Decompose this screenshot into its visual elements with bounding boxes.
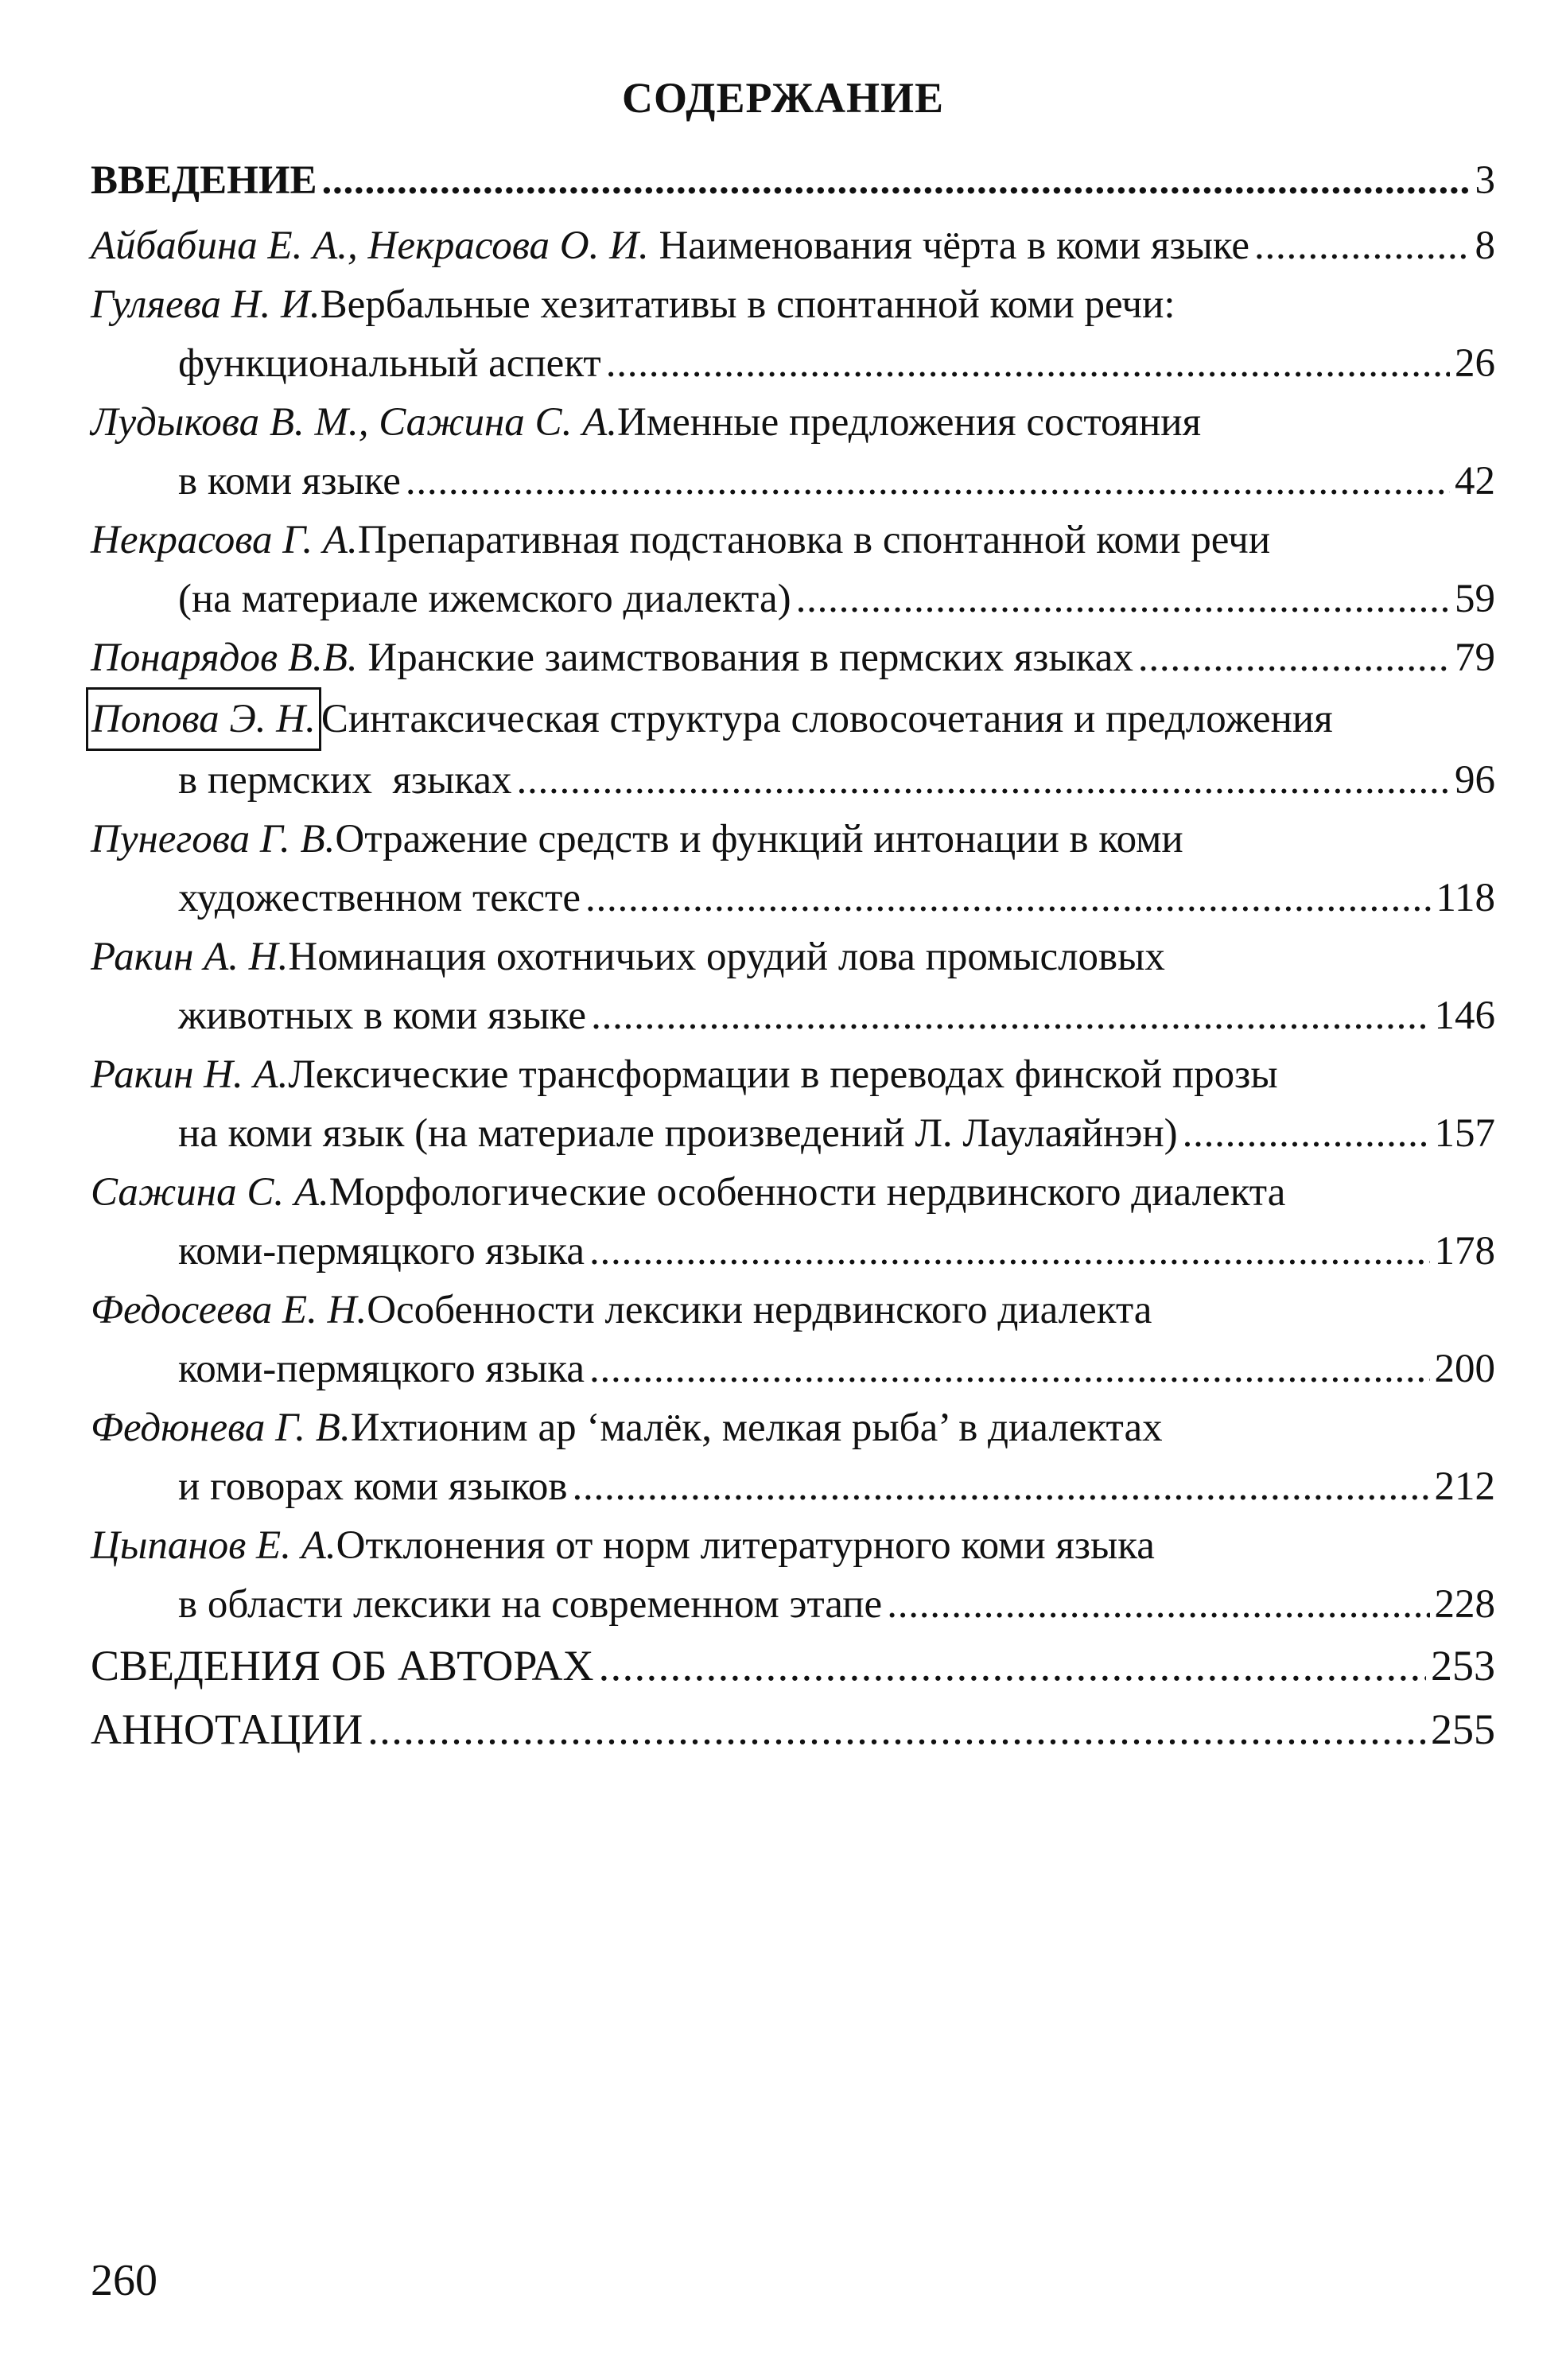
entry-title: Вербальные хезитативы в спонтанной коми речи: [320,282,1175,327]
entry-title: Отклонения от норм литературного коми языка [336,1523,1155,1568]
entry-page: 157 [1434,1111,1495,1156]
leader-dots [606,334,1450,393]
entry-page: 228 [1434,1582,1495,1627]
leader-dots [1138,628,1450,687]
table-of-contents [91,151,1495,1761]
entry-title: Особенности лексики нердвинского диалекта [367,1288,1152,1332]
entry-title-continued: животных в коми языке [178,994,587,1038]
page-title: СОДЕРЖАНИЕ [622,74,944,122]
leader-dots [887,1575,1429,1634]
entry-title: Морфологические особенности нердвинского диалекта [328,1170,1286,1215]
entry-author: Ракин Н. А. [91,1052,289,1097]
entry-title: Отражение средств и функций интонации в коми [335,817,1183,861]
leader-dots [322,151,1471,210]
entry-title-continued: в области лексики на современном этапе [178,1582,883,1627]
entry-page: 79 [1455,636,1495,680]
leader-dots [589,1340,1429,1398]
leader-dots [1254,216,1470,275]
entry-title: Номинация охотничьих орудий лова промысловых [288,935,1165,979]
leader-dots [589,1222,1429,1281]
leader-dots [406,452,1450,511]
toc-intro-label: ВВЕДЕНИЕ [91,158,317,203]
entry-title-continued: коми-пермяцкого языка [178,1229,585,1274]
leader-dots [585,869,1431,928]
toc-entry [91,928,1495,1045]
entry-author: Сажина С. А. [91,1170,329,1215]
leader-dots [516,751,1450,810]
entry-author: Некрасова Г. А. [91,518,358,562]
toc-entry [91,511,1495,628]
entry-page: 96 [1455,758,1495,803]
entry-page: 212 [1434,1464,1495,1509]
annotations-label: АННОТАЦИИ [91,1705,363,1753]
entry-title: Препаративная подстановка в спонтанной коми речи [357,518,1271,562]
toc-entry [91,393,1495,511]
entry-title: Ихтионим ар ‘малёк, мелкая рыба’ в диалектах [350,1406,1163,1450]
toc-intro-page: 3 [1475,158,1495,203]
toc-entry [91,810,1495,928]
leader-dots [599,1634,1426,1698]
entry-page: 118 [1436,876,1495,920]
entry-title-continued: в пермских языках [178,758,512,803]
entry-page: 8 [1475,224,1495,268]
toc-entry [91,687,1495,810]
entry-title: Иранские заимствования в пермских языках [357,636,1133,680]
entry-title-continued: на коми язык (на материале произведений Л. Лаулаяйнэн) [178,1111,1178,1156]
toc-intro [91,151,1495,210]
toc-entry [91,628,1495,687]
entry-author: Цыпанов Е. А. [91,1523,336,1568]
toc-annotations [91,1698,1495,1761]
entry-title-continued: коми-пермяцкого языка [178,1347,585,1391]
entry-page: 200 [1434,1347,1495,1391]
entry-title: Лексические трансформации в переводах финской прозы [288,1052,1278,1097]
entry-page: 42 [1455,459,1495,504]
authors-section-page: 253 [1431,1642,1495,1690]
entry-title-continued: в коми языке [178,459,401,504]
entry-title-continued: (на материале ижемского диалекта) [178,577,791,621]
toc-entry [91,216,1495,275]
authors-section-label: СВЕДЕНИЯ ОБ АВТОРАХ [91,1642,594,1690]
toc-authors-section [91,1634,1495,1698]
entry-title: Именные предложения состояния [616,400,1202,445]
toc-entry [91,1516,1495,1634]
entry-author: Айбабина Е. А., Некрасова О. И. [91,224,649,268]
entry-title-continued: художественном тексте [178,876,581,920]
leader-dots [591,986,1429,1045]
entry-author: Понарядов В.В. [91,636,358,680]
toc-entry [91,1045,1495,1163]
entry-title: Наименования чёрта в коми языке [648,224,1250,268]
entry-author: Пунегова Г. В. [91,817,336,861]
entry-author: Лудыкова В. М., Сажина С. А. [91,400,617,445]
toc-entry [91,1163,1495,1281]
entry-author: Ракин А. Н. [91,935,289,979]
leader-dots [367,1698,1426,1761]
toc-entry [91,1281,1495,1398]
entry-title-continued: и говорах коми языков [178,1464,568,1509]
leader-dots [796,570,1450,628]
entry-page: 178 [1434,1229,1495,1274]
toc-entry [91,1398,1495,1516]
entry-author-boxed: Попова Э. Н. [86,687,321,751]
leader-dots [572,1457,1429,1516]
entry-title: Синтаксическая структура словосочетания и предложения [321,697,1333,741]
entry-author: Гуляева Н. И. [91,282,321,327]
entry-page: 26 [1455,341,1495,386]
entry-page: 146 [1434,994,1495,1038]
page-number: 260 [91,2256,157,2305]
entry-title-continued: функциональный аспект [178,341,601,386]
entry-page: 59 [1455,577,1495,621]
entry-author: Федюнева Г. В. [91,1406,351,1450]
toc-entry [91,275,1495,393]
entry-author: Федосеева Е. Н. [91,1288,367,1332]
annotations-page: 255 [1431,1705,1495,1753]
leader-dots [1183,1104,1430,1163]
